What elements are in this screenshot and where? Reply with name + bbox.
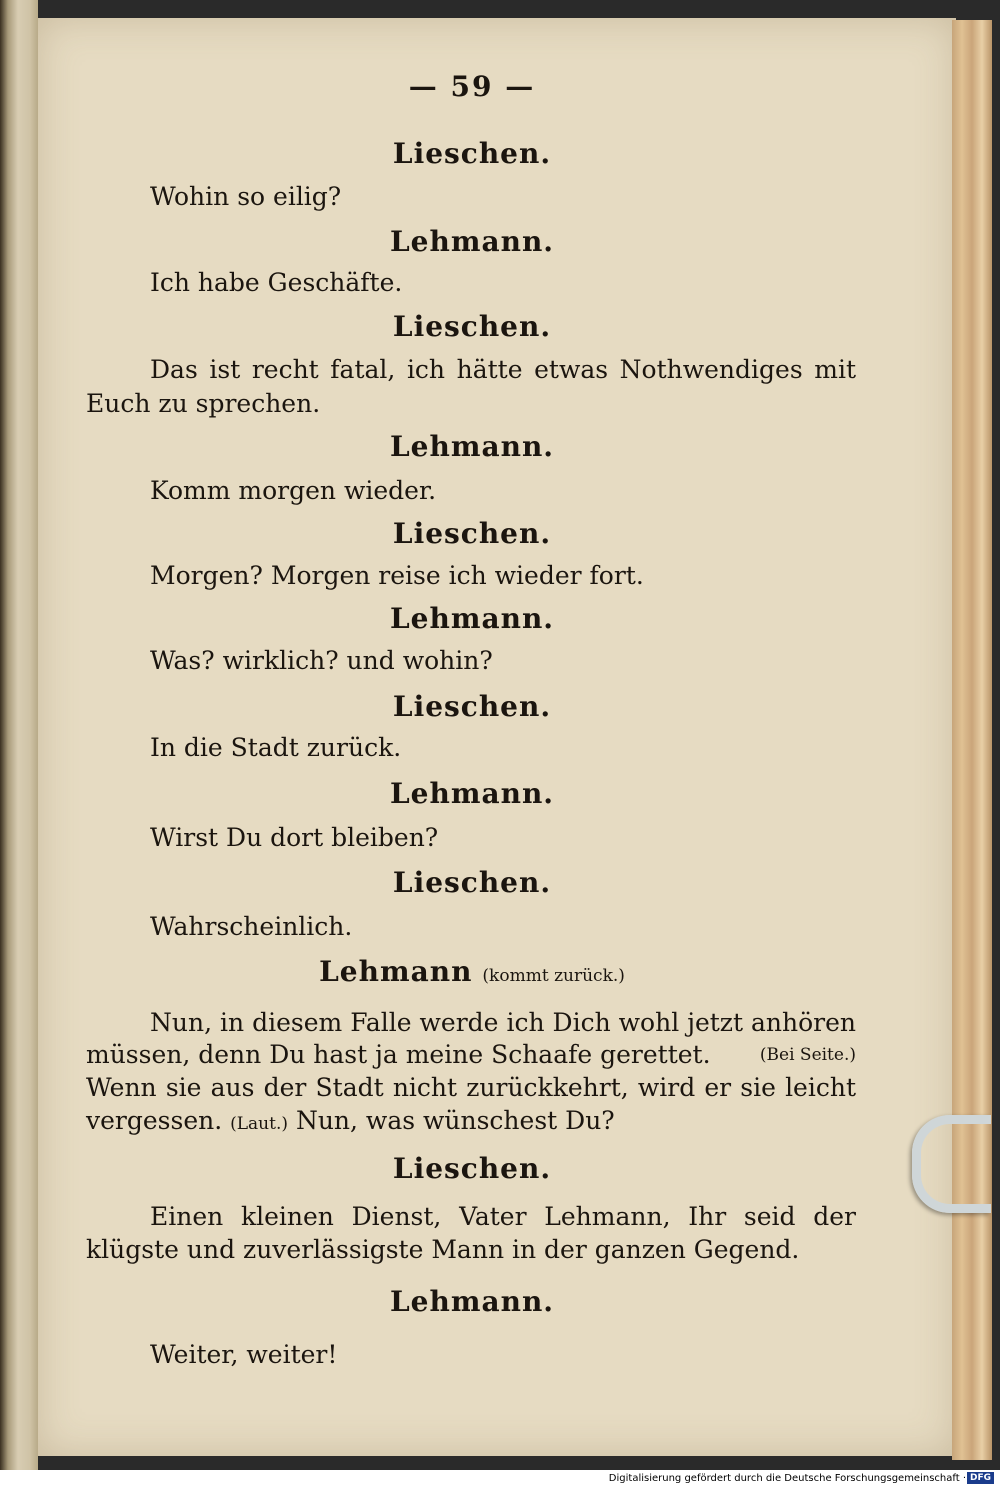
dialogue-line: Nun, in diesem Falle werde ich Dich wohl jetzt anhören xyxy=(150,1008,856,1037)
page-number: — 59 — xyxy=(408,70,536,103)
speaker-name: Lehmann xyxy=(319,955,473,988)
stage-direction: (Laut.) xyxy=(230,1114,288,1134)
speaker-name: Lieschen. xyxy=(392,866,552,899)
dialogue-line: In die Stadt zurück. xyxy=(150,733,402,762)
dialogue-line xyxy=(86,1040,856,1069)
speaker-name: Lieschen. xyxy=(392,517,552,550)
dialogue-text: müssen, denn Du hast ja meine Schaafe gerettet. xyxy=(86,1040,711,1069)
dialogue-line: Weiter, weiter! xyxy=(150,1340,338,1369)
speaker-name: Lehmann. xyxy=(389,430,555,463)
speaker-name: Lieschen. xyxy=(392,310,552,343)
dialogue-line xyxy=(86,1106,615,1135)
dialogue-line: Euch zu sprechen. xyxy=(86,389,321,418)
stage-direction: (kommt zurück.) xyxy=(482,966,625,986)
speaker-name: Lehmann. xyxy=(389,225,555,258)
speaker-name: Lehmann. xyxy=(389,777,555,810)
speaker-name: Lehmann. xyxy=(389,602,555,635)
dialogue-line: klügste und zuverlässigste Mann in der ganzen Gegend. xyxy=(86,1235,800,1264)
speaker-name: Lieschen. xyxy=(392,1152,552,1185)
dialogue-line: Das ist recht fatal, ich hätte etwas Nothwendiges mit xyxy=(150,355,856,384)
dialogue-line: Was? wirklich? und wohin? xyxy=(150,646,493,675)
dialogue-line: Wahrscheinlich. xyxy=(150,912,353,941)
dialogue-line: Morgen? Morgen reise ich wieder fort. xyxy=(150,561,644,590)
dfg-logo: DFG xyxy=(967,1472,994,1484)
dialogue-line: Einen kleinen Dienst, Vater Lehmann, Ihr seid der xyxy=(150,1202,856,1231)
speaker-with-direction xyxy=(0,955,944,988)
dialogue-text: vergessen. xyxy=(86,1106,223,1135)
stage-direction: (Bei Seite.) xyxy=(759,1045,856,1065)
dialogue-line: Wirst Du dort bleiben? xyxy=(150,823,439,852)
speaker-name: Lieschen. xyxy=(392,690,552,723)
speaker-name: Lehmann. xyxy=(389,1285,555,1318)
dialogue-line: Wohin so eilig? xyxy=(150,182,342,211)
speaker-name: Lieschen. xyxy=(392,137,552,170)
dialogue-line: Ich habe Geschäfte. xyxy=(150,268,403,297)
footer-credit: Digitalisierung gefördert durch die Deutsche Forschungsgemeinschaft · xyxy=(608,1473,966,1484)
dialogue-text: Nun, was wünschest Du? xyxy=(295,1106,615,1135)
dialogue-line: Wenn sie aus der Stadt nicht zurückkehrt, wird er sie leicht xyxy=(86,1073,856,1102)
dialogue-line: Komm morgen wieder. xyxy=(150,476,437,505)
